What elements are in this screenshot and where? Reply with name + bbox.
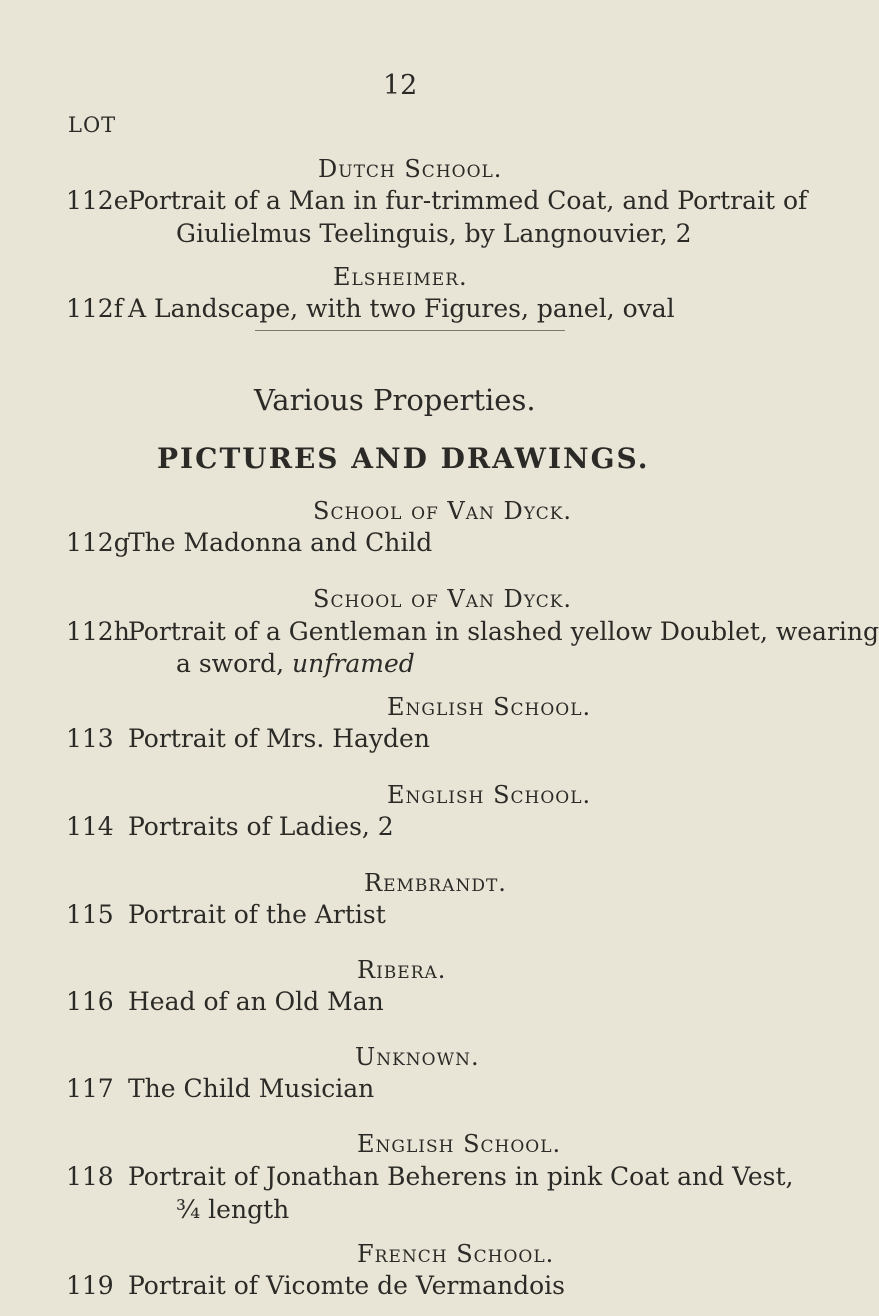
lot-description: Portrait of the Artist bbox=[128, 900, 386, 929]
lot-number: 112h bbox=[66, 617, 130, 646]
lot-number: 112f bbox=[66, 294, 123, 323]
divider-rule bbox=[255, 330, 565, 331]
school-heading: Elsheimer. bbox=[333, 263, 468, 291]
lot-description: Portrait of a Man in fur-trimmed Coat, and Portrait of bbox=[128, 186, 808, 215]
school-heading: Rembrandt. bbox=[364, 869, 507, 897]
school-heading: School of Van Dyck. bbox=[313, 497, 573, 525]
school-heading: English School. bbox=[387, 693, 592, 721]
page-number: 12 bbox=[383, 70, 418, 101]
school-heading: English School. bbox=[387, 781, 592, 809]
section-title: Various Properties. bbox=[254, 383, 536, 417]
lot-description: The Madonna and Child bbox=[128, 528, 433, 557]
lot-description-continued: a sword, unframed bbox=[176, 649, 415, 678]
school-heading: School of Van Dyck. bbox=[313, 585, 573, 613]
lot-description: The Child Musician bbox=[128, 1074, 375, 1103]
lot-description: A Landscape, with two Figures, panel, oval bbox=[128, 294, 675, 323]
lot-number: 118 bbox=[66, 1162, 114, 1191]
lot-number: 117 bbox=[66, 1074, 114, 1103]
lot-number: 116 bbox=[66, 987, 114, 1016]
lot-number: 112e bbox=[66, 186, 129, 215]
section-subtitle: PICTURES AND DRAWINGS. bbox=[157, 442, 650, 475]
lot-description: Portrait of a Gentleman in slashed yellow Doublet, wearing bbox=[128, 617, 879, 646]
lot-description-continued: ¾ length bbox=[176, 1195, 290, 1224]
lot-description-continued: Giulielmus Teelinguis, by Langnouvier, 2 bbox=[176, 219, 692, 248]
lot-number: 112g bbox=[66, 528, 130, 557]
lot-number: 114 bbox=[66, 812, 114, 841]
lot-description: Head of an Old Man bbox=[128, 987, 384, 1016]
school-heading: Dutch School. bbox=[318, 155, 503, 183]
italic-note: unframed bbox=[292, 649, 415, 678]
lot-description: Portrait of Jonathan Beherens in pink Coat and Vest, bbox=[128, 1162, 794, 1191]
lot-description: Portrait of Vicomte de Vermandois bbox=[128, 1271, 565, 1300]
lot-number: 115 bbox=[66, 900, 114, 929]
lot-column-header: LOT bbox=[68, 113, 117, 137]
school-heading: Unknown. bbox=[355, 1043, 480, 1071]
school-heading: French School. bbox=[357, 1240, 555, 1268]
school-heading: Ribera. bbox=[357, 956, 447, 984]
lot-number: 113 bbox=[66, 724, 114, 753]
lot-description: Portrait of Mrs. Hayden bbox=[128, 724, 430, 753]
lot-description: Portraits of Ladies, 2 bbox=[128, 812, 394, 841]
school-heading: English School. bbox=[357, 1130, 562, 1158]
lot-number: 119 bbox=[66, 1271, 114, 1300]
